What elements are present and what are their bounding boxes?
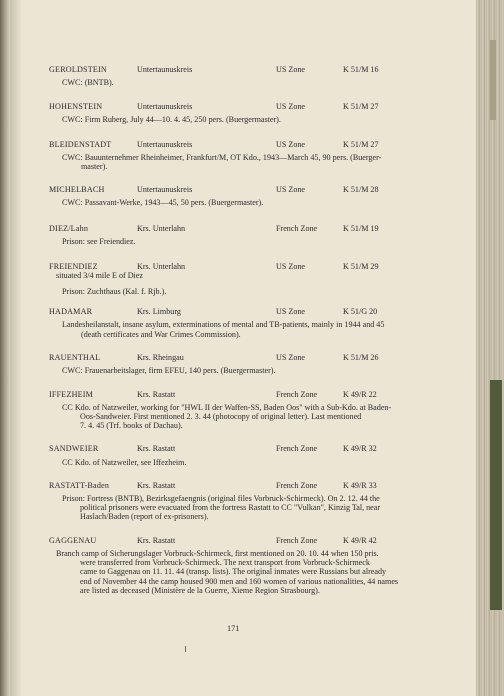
- entry-zone: US Zone: [276, 353, 305, 362]
- entry-zone: US Zone: [276, 140, 305, 149]
- entry-map-reference: K 51/M 27: [343, 140, 379, 149]
- entry-name: IFFEZHEIM: [49, 390, 94, 399]
- entry-name: HADAMAR: [49, 307, 93, 316]
- entry-name: MICHELBACH: [49, 185, 105, 194]
- entry-zone: US Zone: [276, 65, 305, 74]
- entry-map-reference: K 49/R 42: [343, 536, 377, 545]
- entry-header: [0, 140, 476, 151]
- entry-note-line: situated 3/4 mile E of Diez: [56, 271, 143, 280]
- entry-district: Krs. Rastatt: [137, 481, 176, 490]
- bottom-mark: [185, 646, 186, 652]
- entry-note-line: Prison: see Freiendiez.: [62, 237, 136, 246]
- entry-map-reference: K 51/M 19: [343, 224, 379, 233]
- entry-zone: US Zone: [276, 185, 305, 194]
- entry-note-line: CWC: (BNTB).: [62, 78, 114, 87]
- entry-header: [0, 185, 476, 196]
- entry-name: RASTATT-Baden: [49, 481, 110, 490]
- entry-map-reference: K 51/M 26: [343, 353, 379, 362]
- entry-name: RAUENTHAL: [49, 353, 101, 362]
- entry-note-line: Haslach/Baden (report of ex-prisoners).: [80, 512, 209, 521]
- entry-zone: French Zone: [276, 224, 318, 233]
- entry-name: FREIENDIEZ: [49, 262, 98, 271]
- entry-map-reference: K 51/G 20: [343, 307, 378, 316]
- entry-note-line: (death certificates and War Crimes Commission).: [81, 330, 241, 339]
- entry-note-line: master).: [81, 162, 108, 171]
- entry-note-line: Prison: Fortress (BNTB), Bezirksgefaengnis (original files Vorbruck-Schirmeck). On 2. 12. 44 the: [62, 494, 380, 503]
- entry-name: HOHENSTEIN: [49, 102, 103, 111]
- page-edge-tab: [490, 380, 502, 610]
- entry-zone: French Zone: [276, 390, 318, 399]
- entry-header: [0, 481, 476, 492]
- entry-note-line: are listed as deceased (Ministère de la Guerre, Xieme Region Strasbourg).: [80, 586, 320, 595]
- entry-header: [0, 102, 476, 113]
- entry-zone: French Zone: [276, 444, 318, 453]
- entry-name: BLEIDENSTADT: [49, 140, 112, 149]
- entry-district: Krs. Unterlahn: [137, 224, 186, 233]
- entry-map-reference: K 51/M 28: [343, 185, 379, 194]
- entry-name: GAGGENAU: [49, 536, 97, 545]
- entry-zone: US Zone: [276, 307, 305, 316]
- entry-note-line: Branch camp of Sicherungslager Vorbruck-Schirmeck, first mentioned on 20. 10. 44 when 150 pris.: [56, 549, 379, 558]
- entry-name: GEROLDSTEIN: [49, 65, 107, 74]
- entry-zone: US Zone: [276, 102, 305, 111]
- entry-zone: French Zone: [276, 481, 318, 490]
- entry-note-line: political prisoners were evacuated from the fortress Rastatt to CC "Vulkan", Kinzig Tal, near: [80, 503, 381, 512]
- entry-district: Untertaunuskreis: [137, 102, 193, 111]
- entry-district: Krs. Unterlahn: [137, 262, 186, 271]
- entry-header: [0, 444, 476, 455]
- entry-district: Untertaunuskreis: [137, 140, 193, 149]
- entry-district: Untertaunuskreis: [137, 185, 193, 194]
- entry-district: Krs. Rastatt: [137, 536, 176, 545]
- entry-header: [0, 307, 476, 318]
- entry-header: [0, 65, 476, 76]
- entry-note-line: end of November 44 the camp housed 900 men and 160 women of various nationalities, 44 names: [80, 577, 399, 586]
- entry-map-reference: K 49/R 22: [343, 390, 377, 399]
- entry-map-reference: K 49/R 32: [343, 444, 377, 453]
- entry-map-reference: K 49/R 33: [343, 481, 377, 490]
- entry-note-line: CWC: Frauenarbeitslager, firm EFEU, 140 pers. (Buergermaster).: [62, 366, 276, 375]
- entry-note-line: came to Gaggenau on 11. 11. 44 (transp. lists). The original inmates were Russians but already: [80, 567, 387, 576]
- entry-zone: US Zone: [276, 262, 305, 271]
- entry-header: [0, 224, 476, 235]
- entry-note-line: CWC: Bauunternehmer Rheinheimer, Frankfurt/M, OT Kdo., 1943—March 45, 90 pers. (Buerger-: [62, 153, 382, 162]
- entry-district: Untertaunuskreis: [137, 65, 193, 74]
- entry-note-line: Landesheilanstalt, insane asylum, exterminations of mental and TB-patients, mainly in 1944 and 45: [62, 320, 385, 329]
- entry-district: Krs. Limburg: [137, 307, 181, 316]
- entry-note-line: CWC: Passavant-Werke, 1943—45, 50 pers. (Buergermaster).: [62, 198, 264, 207]
- entry-district: Krs. Rheingau: [137, 353, 184, 362]
- entry-map-reference: K 51/M 27: [343, 102, 379, 111]
- entry-note-line: Oos-Sandweier. First mentioned 2. 3. 44 (photocopy of original letter). Last mentioned: [80, 412, 362, 421]
- entry-note-line: 7. 4. 45 (Trf. books of Dachau).: [80, 421, 183, 430]
- entry-note-line: CWC: Firm Ruberg, July 44—10. 4. 45, 250 pers. (Buergermaster).: [62, 115, 281, 124]
- entry-district: Krs. Rastatt: [137, 390, 176, 399]
- entry-note-line: CC Kdo. of Natzweiler, see Iffezheim.: [62, 458, 187, 467]
- entry-header: [0, 390, 476, 401]
- entry-name: SANDWEIER: [49, 444, 99, 453]
- entry-district: Krs. Rastatt: [137, 444, 176, 453]
- entry-header: [0, 536, 476, 547]
- entry-note-line: CC Kdo. of Natzweiler, working for "HWL II der Waffen-SS, Baden Oos" with a Sub-Kdo. at Baden-: [62, 403, 392, 412]
- entry-map-reference: K 51/M 29: [343, 262, 379, 271]
- entry-map-reference: K 51/M 16: [343, 65, 379, 74]
- entry-note-line: were transferred from Vorbruck-Schirmeck. The next transport from Vorbruck-Schirmeck: [80, 558, 370, 567]
- entry-zone: French Zone: [276, 536, 318, 545]
- entry-name: DIEZ/Lahn: [49, 224, 89, 233]
- page-number: 171: [227, 624, 240, 633]
- page-edge-mark: [490, 40, 496, 120]
- entry-header: [0, 353, 476, 364]
- entry-note-line: Prison: Zuchthaus (Kal. f. Rjb.).: [62, 287, 167, 296]
